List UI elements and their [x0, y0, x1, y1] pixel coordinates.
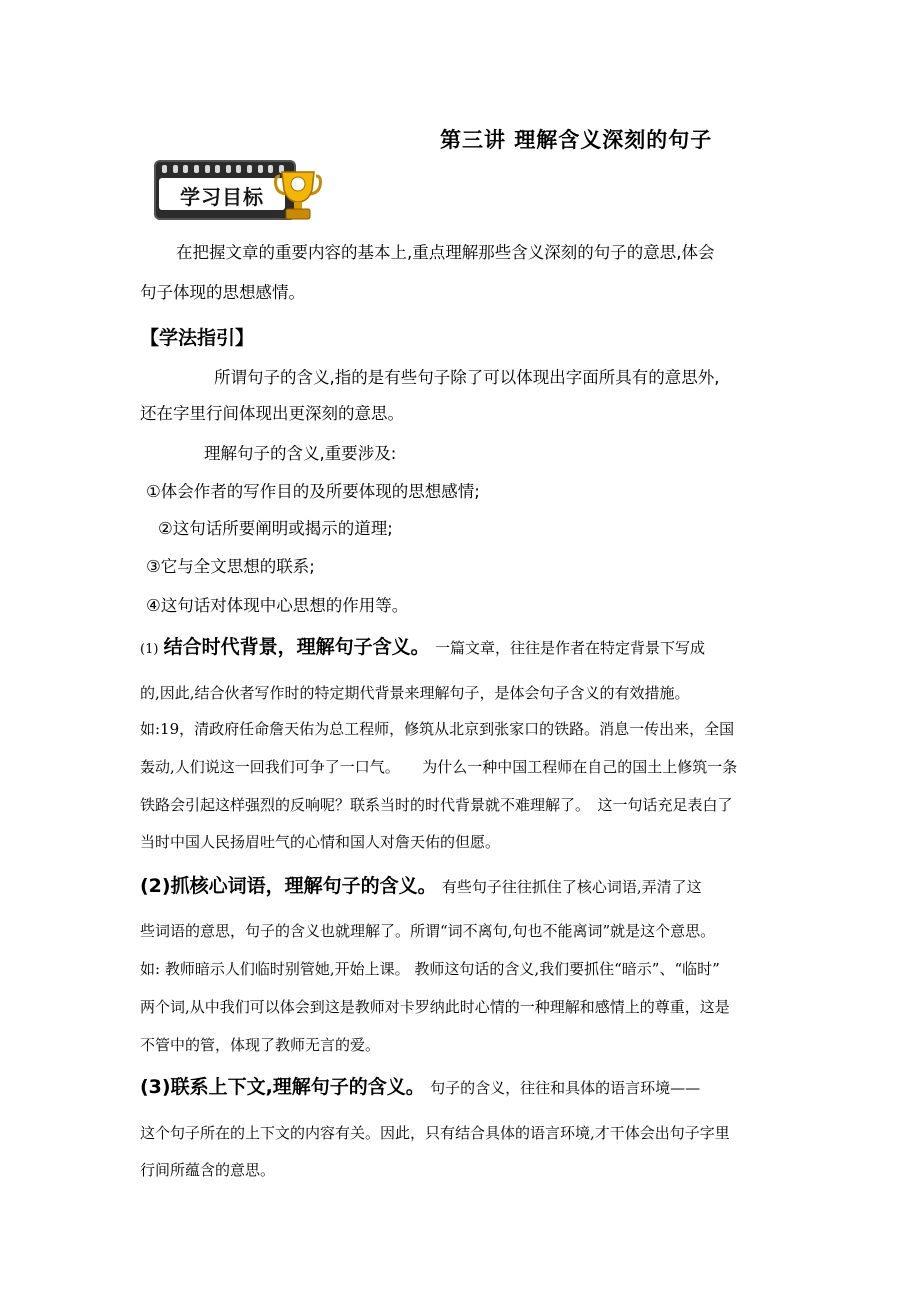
guide-heading: 【学法指引】	[140, 327, 255, 349]
method-1-first-line	[140, 637, 705, 660]
trophy-icon	[272, 166, 324, 222]
method-3-line-1: 句子的含义，往往和具体的语言环境——	[430, 1079, 701, 1097]
method-1-line-5: 铁路会引起这样强烈的反响呢？联系当时的时代背景就不难理解了。 这一句话充足表白了	[140, 796, 733, 814]
method-2-heading: 抓核心词语，理解句子的含义。	[170, 875, 437, 897]
method-1-heading: 结合时代背景，理解句子含义。	[163, 636, 430, 658]
method-1-line-4: 轰动,人们说这一回我们可争了一口气。 为什么一种中国工程师在自己的国土上修筑一条	[140, 758, 738, 776]
method-1-line-6: 当时中国人民扬眉吐气的心情和国人对詹天佑的但愿。	[140, 833, 501, 851]
method-3-line-3: 行间所蕴含的意思。	[140, 1161, 276, 1179]
method-1-number: (1)	[140, 642, 159, 657]
involves-item-4: ④这句话对体现中心思想的作用等。	[146, 596, 409, 615]
method-3-number: (3)	[140, 1076, 171, 1098]
method-2-line-3: 如: 教师暗示人们临时别管她,开始上课。 教师这句话的含义,我们要抓住“暗示”、“临时”	[140, 960, 720, 978]
involves-intro: 理解句子的含义,重要涉及:	[204, 444, 397, 463]
method-2-line-1: 有些句子往往抓住了核心词语,弄清了这	[441, 878, 702, 896]
method-3-first-line	[140, 1077, 700, 1098]
definition-line-2: 还在字里行间体现出更深刻的意思。	[140, 404, 404, 423]
method-2-line-2: 些词语的意思，句子的含义也就理解了。所谓“词不离句,句也不能离词”就是这个意思。	[140, 922, 716, 940]
method-2-first-line	[140, 876, 702, 897]
objective-line-2: 句子体现的思想感情。	[140, 283, 305, 302]
page-title: 第三讲 理解含义深刻的句子	[440, 128, 713, 152]
objectives-badge	[154, 160, 324, 222]
objective-line-1: 在把握文章的重要内容的基本上,重点理解那些含义深刻的句子的意思,体会	[176, 243, 715, 262]
involves-item-2: ②这句话所要阐明或揭示的道理;	[158, 519, 393, 538]
badge-label: 学习目标	[180, 185, 264, 209]
badge-binder-rings	[162, 165, 284, 173]
method-1-line-3: 如:19，清政府任命詹天佑为总工程师，修筑从北京到张家口的铁路。消息一传出来，全国	[140, 720, 735, 738]
method-2-line-5: 不管中的管，体现了教师无言的爱。	[140, 1036, 381, 1054]
method-1-line-2: 的,因此,结合伙者写作时的特定期代背景来理解句子，是体会句子含义的有效措施。	[140, 684, 690, 702]
method-2-line-4: 两个词,从中我们可以体会到这是教师对卡罗纳此时心情的一种理解和感情上的尊重，这是	[140, 998, 730, 1016]
method-3-line-2: 这个句子所在的上下文的内容有关。因此，只有结合具体的语言环境,才干体会出句子字里	[140, 1124, 730, 1142]
method-2-number: (2)	[140, 875, 171, 897]
involves-item-3: ③它与全文思想的联系;	[146, 557, 315, 576]
involves-item-1: ①体会作者的写作目的及所要体现的思想感情;	[146, 482, 480, 501]
method-3-heading: 联系上下文,理解句子的含义。	[170, 1076, 425, 1098]
definition-line-1: 所谓句子的含义,指的是有些句子除了可以体现出字面所具有的意思外,	[214, 368, 720, 387]
method-1-line-1: 一篇文章，往往是作者在特定背景下写成	[434, 639, 705, 657]
